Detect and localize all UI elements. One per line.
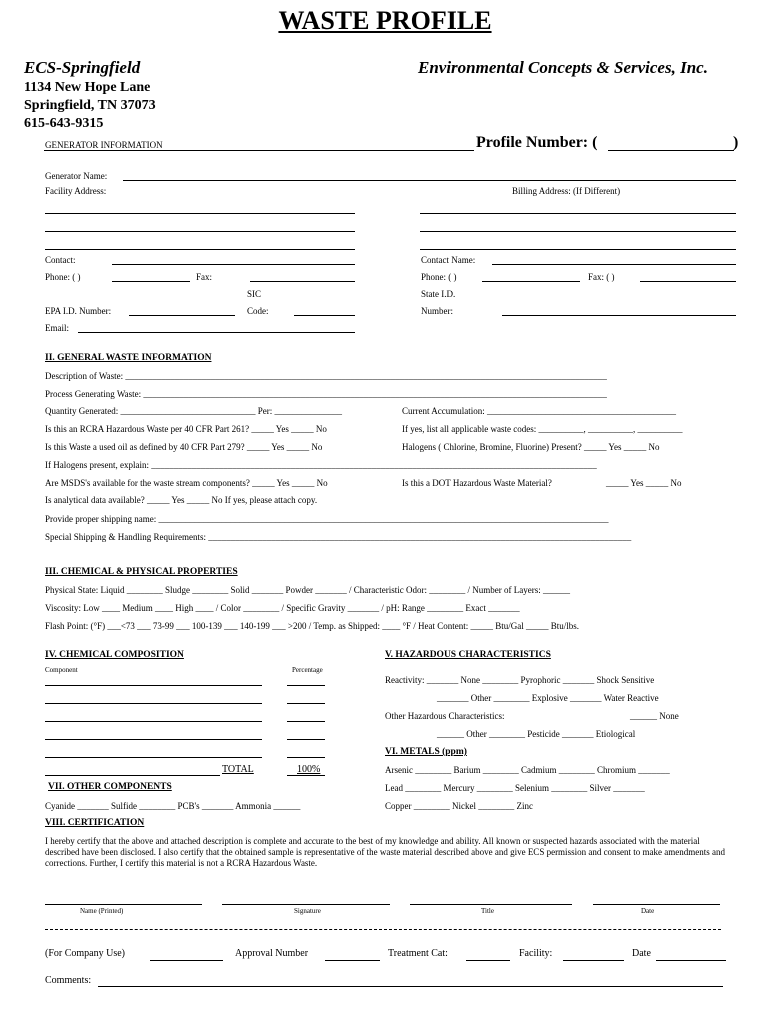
section-4-heading: IV. CHEMICAL COMPOSITION [45,650,184,660]
generator-info-heading: GENERATOR INFORMATION [45,140,163,150]
address-line-1: 1134 New Hope Lane [24,80,151,95]
billing-address-line-2[interactable] [420,231,736,232]
date-caption: Date [641,907,655,915]
analytical-data-question[interactable]: Is analytical data available? _____ Yes _____ No If yes, please attach copy. [45,495,318,505]
section-divider [44,150,474,151]
contact-field[interactable] [112,264,355,265]
treatment-cat-field[interactable] [466,960,510,961]
total-underline [287,775,325,776]
email-field[interactable] [78,332,355,333]
description-of-waste[interactable]: Description of Waste: ___________________________________________________________________________________________________________ [45,371,607,381]
company-phone: 615-643-9315 [24,116,104,131]
fax-label-left: Fax: [196,272,213,282]
component-header: Component [45,666,78,674]
billing-address-line-3[interactable] [420,249,736,250]
comments-label: Comments: [45,975,92,986]
address-line-2: Springfield, TN 37073 [24,98,156,113]
halogens-explain[interactable]: If Halogens present, explain: ___________________________________________________________________________________________________ [45,460,597,470]
section-3-heading: III. CHEMICAL & PHYSICAL PROPERTIES [45,567,238,577]
process-generating-waste[interactable]: Process Generating Waste: _______________________________________________________________________________________________________ [45,389,607,399]
sic-code-field[interactable] [294,315,355,316]
epa-id-field[interactable] [129,315,235,316]
profile-number-close: ) [733,134,739,151]
facility-address-line-3[interactable] [45,249,355,250]
date-field[interactable] [593,904,720,905]
shipping-name[interactable]: Provide proper shipping name: ____________________________________________________________________________________________________ [45,514,609,524]
component-field[interactable] [45,739,262,740]
total-percentage: 100% [297,764,321,775]
email-label: Email: [45,323,69,333]
state-id-number-field[interactable] [502,315,736,316]
generator-name-label: Generator Name: [45,171,108,181]
facility-label: Facility: [519,948,553,959]
facility-address-label: Facility Address: [45,186,107,196]
current-accumulation[interactable]: Current Accumulation: __________________________________________ [402,406,676,416]
special-shipping[interactable]: Special Shipping & Handling Requirements: ______________________________________________________________________________________________ [45,532,632,542]
percentage-header: Percentage [292,666,323,674]
section-2-heading: II. GENERAL WASTE INFORMATION [45,353,212,363]
component-field[interactable] [45,757,262,758]
approval-number-label: Approval Number [235,948,309,959]
metals-row-1[interactable]: Arsenic ________ Barium ________ Cadmium ________ Chromium _______ [385,765,670,775]
contact-name-label: Contact Name: [421,255,476,265]
billing-address-label: Billing Address: (If Different) [512,186,621,196]
facility-address-line-1[interactable] [45,213,355,214]
contact-name-field[interactable] [492,264,736,265]
metals-row-3[interactable]: Copper ________ Nickel ________ Zinc [385,801,533,811]
facility-address-line-2[interactable] [45,231,355,232]
dot-question: Is this a DOT Hazardous Waste Material? [402,478,552,488]
title-caption: Title [481,907,494,915]
fax-label-right: Fax: ( ) [588,272,615,282]
sic-label: SIC [247,289,262,299]
total-label: TOTAL [222,764,254,775]
reactivity-options-2[interactable]: _______ Other ________ Explosive _______ Water Reactive [437,693,659,703]
section-7-heading: VII. OTHER COMPONENTS [48,782,172,792]
quantity-generated[interactable]: Quantity Generated: ______________________________ Per: _______________ [45,406,342,416]
epa-id-label: EPA I.D. Number: [45,306,112,316]
section-5-heading: V. HAZARDOUS CHARACTERISTICS [385,650,551,660]
halogens-question[interactable]: Halogens ( Chlorine, Bromine, Fluorine) Present? _____ Yes _____ No [402,442,660,452]
signature-caption: Signature [294,907,321,915]
fax-field-left[interactable] [250,281,355,282]
component-field[interactable] [45,685,262,686]
flash-point[interactable]: Flash Point: (°F) ___<73 ___ 73-99 ___ 100-139 ___ 140-199 ___ >200 / Temp. as Shipped: ____ °F / Heat Content: _____ Btu/Gal _____ Btu/lbs. [45,621,580,631]
approval-number-field[interactable] [325,960,380,961]
section-8-heading: VIII. CERTIFICATION [45,818,145,828]
percentage-field[interactable] [287,721,325,722]
company-date-field[interactable] [656,960,726,961]
treatment-cat-label: Treatment Cat: [388,948,448,959]
percentage-field[interactable] [287,757,325,758]
state-id-number-label: Number: [421,306,453,316]
section-6-heading: VI. METALS (ppm) [385,747,467,757]
form-title: WASTE PROFILE [278,6,492,35]
company-use-divider [45,929,721,930]
company-use-label: (For Company Use) [45,948,125,959]
reactivity-options[interactable]: Reactivity: _______ None ________ Pyrophoric _______ Shock Sensitive [385,675,655,685]
component-field[interactable] [45,721,262,722]
certification-text: I hereby certify that the above and attached description is complete and accurate to the best of my knowledge and ability. All known or suspected hazards associated with the material described have been disclosed. I also certify that the obtained sample is representative of the waste material described above and give ECS permission and consent to make amendments and corrections. Further, I certify this material is not a RCRA Hazardous Waste. [45,836,726,868]
percentage-field[interactable] [287,703,325,704]
used-oil-question[interactable]: Is this Waste a used oil as defined by 40 CFR Part 279? _____ Yes _____ No [45,442,323,452]
company-use-field[interactable] [150,960,223,961]
component-field[interactable] [45,775,220,776]
name-printed-field[interactable] [45,904,202,905]
other-hazardous-label: Other Hazardous Characteristics: [385,711,505,721]
phone-label-right: Phone: ( ) [421,272,457,282]
date-label: Date [632,948,651,959]
title-field[interactable] [410,904,572,905]
signature-field[interactable] [222,904,390,905]
phone-label-left: Phone: ( ) [45,272,81,282]
viscosity[interactable]: Viscosity: Low ____ Medium ____ High ____ / Color ________ / Specific Gravity _______ / pH: Range ________ Exact _______ [45,603,520,613]
facility-field[interactable] [563,960,624,961]
rcra-question[interactable]: Is this an RCRA Hazardous Waste per 40 CFR Part 261? _____ Yes _____ No [45,424,327,434]
dot-yes-no[interactable]: _____ Yes _____ No [606,478,682,488]
physical-state[interactable]: Physical State: Liquid ________ Sludge ________ Solid _______ Powder _______ / Characteristic Odor: ________ / Number of Layers: ______ [45,585,570,595]
waste-codes[interactable]: If yes, list all applicable waste codes: __________, __________, __________ [402,424,683,434]
company-full-name: Environmental Concepts & Services, Inc. [418,58,708,77]
phone-field-left[interactable] [112,281,190,282]
other-hazardous-none[interactable]: ______ None [630,711,679,721]
comments-field[interactable] [98,986,723,987]
other-components-fields[interactable]: Cyanide _______ Sulfide ________ PCB's _______ Ammonia ______ [45,801,301,811]
fax-field-right[interactable] [640,281,736,282]
phone-field-right[interactable] [482,281,580,282]
state-id-label: State I.D. [421,289,456,299]
profile-number-label: Profile Number: ( [476,134,598,151]
billing-address-line-1[interactable] [420,213,736,214]
contact-label: Contact: [45,255,76,265]
percentage-field[interactable] [287,685,325,686]
component-field[interactable] [45,703,262,704]
sic-code-label: Code: [247,306,269,316]
name-printed-caption: Name (Printed) [80,907,124,915]
generator-name-field[interactable] [123,180,736,181]
other-hazardous-options[interactable]: ______ Other ________ Pesticide _______ Etiological [437,729,636,739]
metals-row-2[interactable]: Lead ________ Mercury ________ Selenium ________ Silver _______ [385,783,645,793]
company-short-name: ECS-Springfield [24,58,141,77]
profile-number-field[interactable] [608,150,734,151]
msds-question[interactable]: Are MSDS's available for the waste stream components? _____ Yes _____ No [45,478,328,488]
percentage-field[interactable] [287,739,325,740]
